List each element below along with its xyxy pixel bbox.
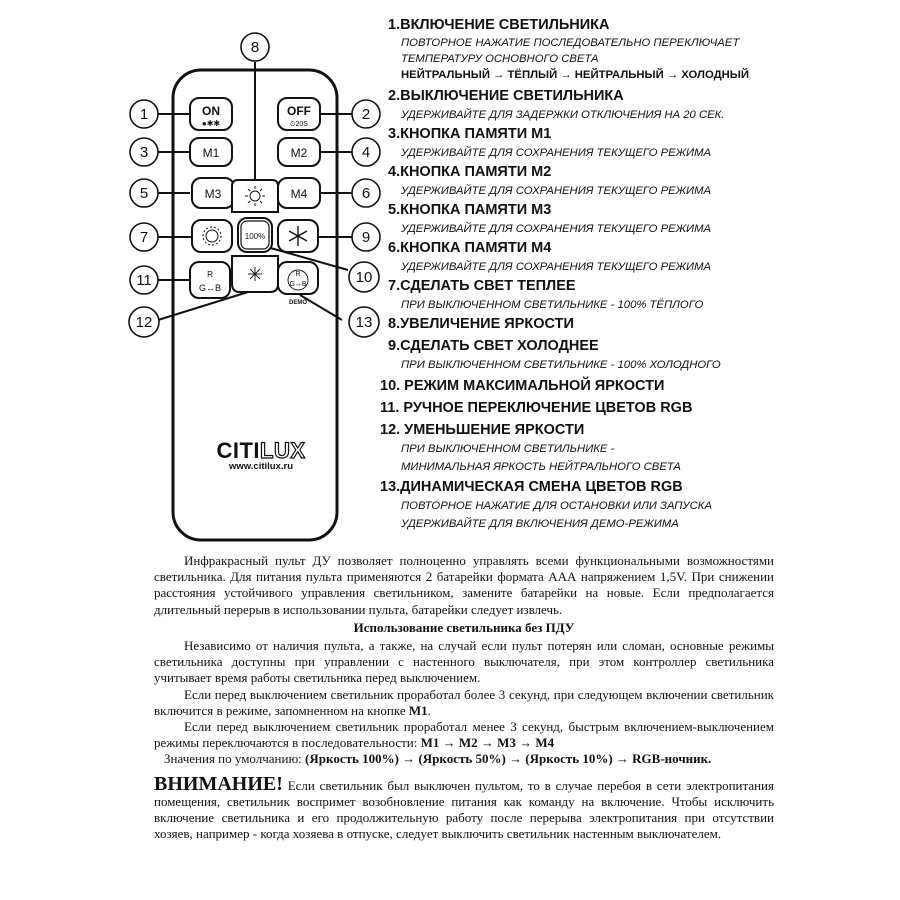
paragraph-short-on — [154, 719, 774, 751]
rgb-manual-r: R — [207, 270, 213, 279]
instruction-title: 10. РЕЖИМ МАКСИМАЛЬНОЙ ЯРКОСТИ — [380, 378, 665, 394]
instruction-title: 2.ВЫКЛЮЧЕНИЕ СВЕТИЛЬНИКА — [388, 88, 624, 104]
small-sun-icon — [248, 267, 262, 281]
instruction-6 — [388, 239, 893, 276]
paragraph-text: . — [427, 702, 431, 718]
instruction-desc: УДЕРЖИВАЙТЕ ДЛЯ ВКЛЮЧЕНИЯ ДЕМО-РЕЖИМА — [401, 518, 679, 530]
instruction-12 — [380, 421, 893, 476]
warning-text: Если светильник был выключен пультом, то в случае перебоя в сети электропитания помещения, светильник воспримет возобновление питания как команду на включение. Чтобы исключить включение светильника и его продолжительную работу после перерыва электропитания при отсутствии хозяев, например - когда хозяева в отпуске, следует выключить светильник настенным выключателем. — [154, 777, 774, 842]
instruction-7 — [388, 277, 893, 314]
m4-label: M4 — [290, 187, 308, 201]
callout-6-label: 6 — [361, 185, 371, 202]
intro-paragraph: Инфракрасный пульт ДУ позволяет полноценно управлять всеми функциональными возможностями светильника. Для питания пульта применяются 2 батарейки формата ААА напряжением 1,5V. При снижении расстояния устойчивого управления светильником, замените батарейки на новые. Если предполагается длительный перерыв в использовании пульта, батарейки следует извлечь. — [154, 553, 774, 617]
instruction-title: 6.КНОПКА ПАМЯТИ М4 — [388, 240, 552, 256]
on-sublabel: ●✱✱ — [201, 119, 221, 128]
paragraph-text: Значения по умолчанию: — [164, 751, 306, 767]
instruction-desc: ПРИ ВЫКЛЮЧЕННОМ СВЕТИЛЬНИКЕ - 100% ХОЛОДНОГО — [401, 359, 721, 371]
rgb-manual-gb: G↔B — [198, 283, 222, 293]
m2-label: M2 — [290, 146, 308, 160]
instruction-11 — [380, 399, 893, 418]
m1-label: M1 — [202, 146, 220, 160]
paragraph-text: Если перед выключением светильник проработал менее 3 секунд, быстрым включением-выключением режимы переключаются в последовательности: — [154, 719, 774, 751]
instruction-desc: УДЕРЖИВАЙТЕ ДЛЯ ЗАДЕРЖКИ ОТКЛЮЧЕНИЯ НА 20 СЕК. — [401, 109, 725, 121]
instruction-desc: УДЕРЖИВАЙТЕ ДЛЯ СОХРАНЕНИЯ ТЕКУЩЕГО РЕЖИМА — [401, 185, 712, 197]
paragraph-long-on — [154, 687, 774, 719]
instruction-13 — [380, 478, 893, 533]
callout-2-label: 2 — [361, 106, 371, 123]
instruction-4 — [388, 163, 893, 200]
rgb-dynamic-r: R — [295, 271, 301, 278]
instruction-title: 13.ДИНАМИЧЕСКАЯ СМЕНА ЦВЕТОВ RGB — [380, 479, 683, 495]
mode-sequence: М1 → М2 → М3 → М4 — [420, 735, 555, 751]
callout-11-label: 11 — [136, 272, 152, 289]
max-brightness-label: 100% — [244, 232, 266, 241]
paragraph-defaults — [154, 751, 774, 767]
body-text — [154, 553, 774, 842]
callout-4-label: 4 — [361, 144, 371, 161]
instruction-desc: УДЕРЖИВАЙТЕ ДЛЯ СОХРАНЕНИЯ ТЕКУЩЕГО РЕЖИМА — [401, 147, 712, 159]
instruction-desc: ПРИ ВЫКЛЮЧЕННОМ СВЕТИЛЬНИКЕ - 100% ТЁПЛОГО — [401, 299, 704, 311]
instruction-3 — [388, 125, 893, 162]
instruction-desc: МИНИМАЛЬНАЯ ЯРКОСТЬ НЕЙТРАЛЬНОГО СВЕТА — [401, 461, 681, 473]
rgb-dynamic-button[interactable] — [278, 262, 318, 294]
instruction-title: 9.СДЕЛАТЬ СВЕТ ХОЛОДНЕЕ — [388, 338, 599, 354]
instruction-desc: ПРИ ВЫКЛЮЧЕННОМ СВЕТИЛЬНИКЕ - — [401, 443, 615, 455]
off-sublabel: ⏲20S — [290, 121, 308, 128]
callout-10-label: 10 — [355, 269, 373, 286]
brand-block — [196, 438, 326, 472]
warmer-button[interactable] — [192, 220, 232, 252]
callout-7-label: 7 — [139, 229, 149, 246]
instruction-title: 12. УМЕНЬШЕНИЕ ЯРКОСТИ — [380, 422, 585, 438]
instruction-2 — [388, 87, 893, 124]
callout-5-label: 5 — [139, 185, 149, 202]
brightness-up-button[interactable] — [232, 180, 278, 212]
warning-paragraph — [154, 772, 774, 843]
instruction-title: 8.УВЕЛИЧЕНИЕ ЯРКОСТИ — [388, 316, 574, 332]
callout-1-label: 1 — [139, 106, 149, 123]
off-label: OFF — [287, 104, 311, 118]
instruction-sequence: НЕЙТРАЛЬНЫЙ → ТЁПЛЫЙ → НЕЙТРАЛЬНЫЙ → ХОЛОДНЫЙ — [401, 69, 749, 81]
instruction-title: 5.КНОПКА ПАМЯТИ М3 — [388, 202, 552, 218]
m3-label: M3 — [204, 187, 222, 201]
instruction-5 — [388, 201, 893, 238]
callout-12-label: 12 — [135, 314, 153, 331]
callout-8-label: 8 — [250, 39, 260, 56]
instruction-9 — [388, 337, 893, 374]
demo-label: DEMO — [289, 300, 307, 306]
instruction-title: 1.ВКЛЮЧЕНИЕ СВЕТИЛЬНИКА — [388, 17, 610, 33]
paragraph-no-remote: Независимо от наличия пульта, а также, на случай если пульт потерян или сломан, основные режимы светильника доступны при управлении с настенного выключателя, при этом контроллер светильника учитывает время работы светильника перед выключением. — [154, 638, 774, 686]
instruction-desc: УДЕРЖИВАЙТЕ ДЛЯ СОХРАНЕНИЯ ТЕКУЩЕГО РЕЖИМА — [401, 261, 712, 273]
brand-logo-citi: CITI — [216, 438, 261, 463]
instruction-list — [380, 16, 893, 534]
instruction-desc: ПОВТОРНОЕ НАЖАТИЕ ДЛЯ ОСТАНОВКИ ИЛИ ЗАПУСКА — [401, 500, 712, 512]
instruction-10 — [380, 377, 893, 396]
callout-13-label: 13 — [355, 314, 373, 331]
defaults-sequence: (Яркость 100%) → (Яркость 50%) → (Яркость 10%) → RGB-ночник. — [305, 751, 712, 767]
section-subheading: Использование светильника без ПДУ — [353, 619, 575, 635]
instruction-1 — [388, 16, 893, 83]
memory-key: М1 — [408, 702, 428, 718]
instruction-title: 11. РУЧНОЕ ПЕРЕКЛЮЧЕНИЕ ЦВЕТОВ RGB — [380, 400, 693, 416]
callout-3-label: 3 — [139, 144, 149, 161]
callout-9-label: 9 — [361, 229, 371, 246]
instruction-desc: УДЕРЖИВАЙТЕ ДЛЯ СОХРАНЕНИЯ ТЕКУЩЕГО РЕЖИМА — [401, 223, 712, 235]
instruction-title: 7.СДЕЛАТЬ СВЕТ ТЕПЛЕЕ — [388, 278, 576, 294]
instruction-desc: ТЕМПЕРАТУРУ ОСНОВНОГО СВЕТА — [401, 53, 599, 65]
warning-title: ВНИМАНИЕ! — [154, 772, 283, 795]
instruction-title: 4.КНОПКА ПАМЯТИ М2 — [388, 164, 552, 180]
paragraph-text: Если перед выключением светильник проработал более 3 секунд, при следующем включении светильник включится в режиме, запомненном на кнопке — [154, 686, 774, 718]
brand-logo-lux: LUX — [260, 438, 306, 463]
on-label: ON — [202, 104, 220, 118]
instruction-desc: ПОВТОРНОЕ НАЖАТИЕ ПОСЛЕДОВАТЕЛЬНО ПЕРЕКЛЮЧАЕТ — [401, 37, 740, 49]
instruction-8 — [388, 315, 893, 334]
rgb-dynamic-gb: G↔B — [289, 281, 307, 288]
instruction-title: 3.КНОПКА ПАМЯТИ М1 — [388, 126, 552, 142]
brand-url: www.citilux.ru — [228, 461, 294, 472]
